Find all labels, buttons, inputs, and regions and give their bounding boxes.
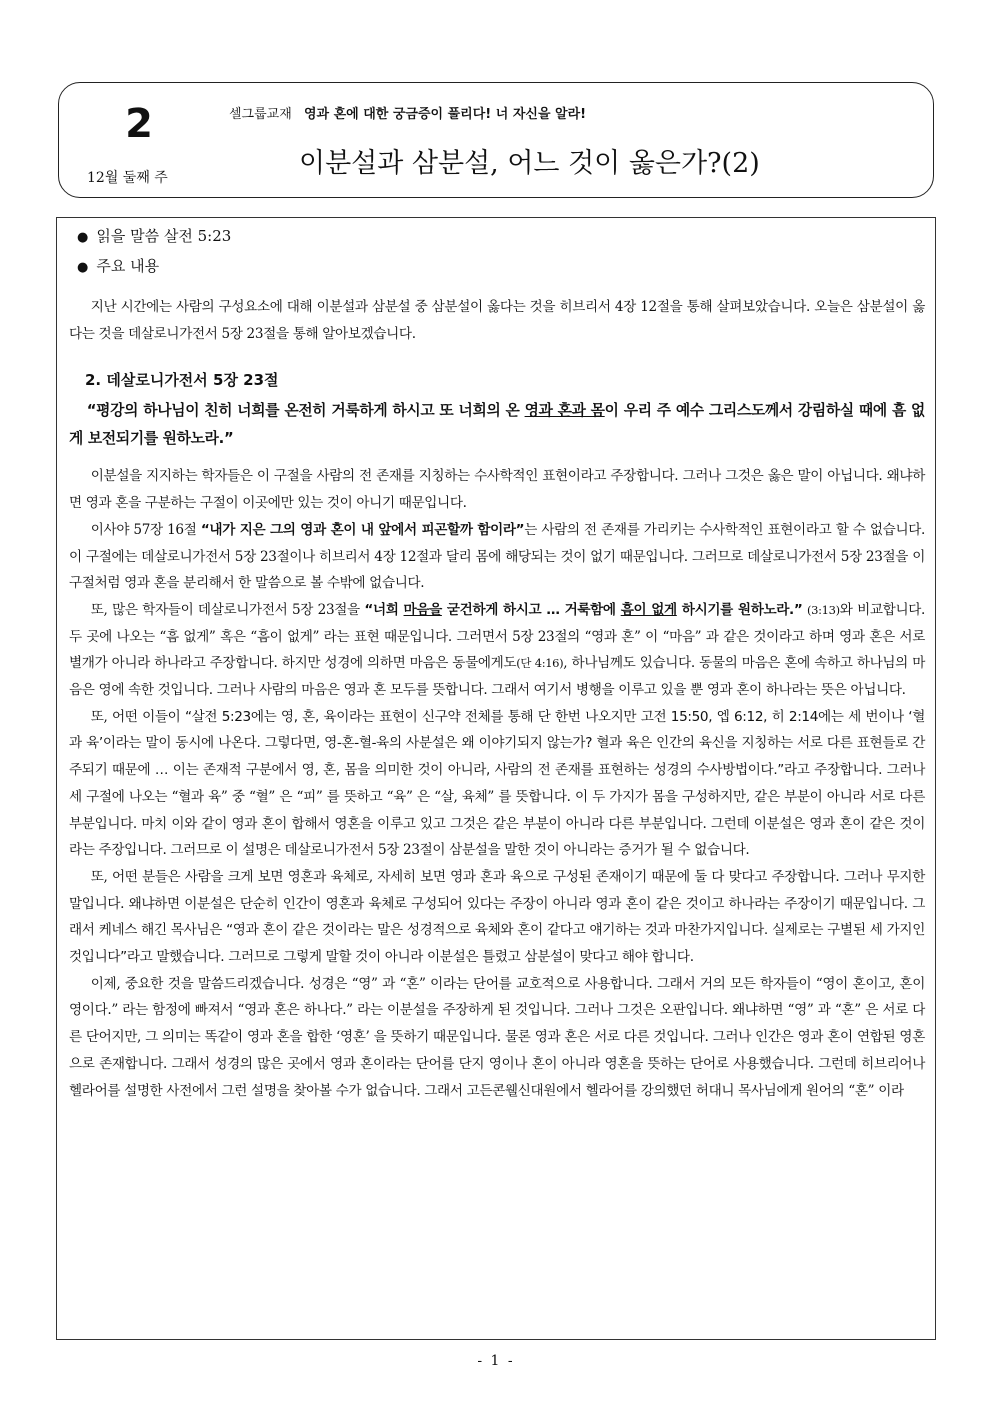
bullet-label: 주요 내용 [96, 257, 160, 275]
bullet-main-content [69, 252, 925, 282]
quoted-claim: “살전 5:23에는 영, 혼, 육이라는 표현이 신구약 전체를 통해 단 한번 나오지만 고전 15:50, 엡 6:12, 히 2:14에는 세 번이나 ‘혈과 육’이라는 말이 동시에 나온다. 그렇다면, 영-혼-혈-육의 사분설은 왜 이야기되지 않는가? 혈과 육은 인간의 육신을 지칭하는 서로 다른 표현들로 간주되기 때문에 … 이는 존재적 구분에서 영, 혼, 몸을 의미한 것이 아니라, 사람의 전 존재를 표현하는 성경의 수사방법이다.” [69, 708, 925, 779]
intro-paragraph: 지난 시간에는 사람의 구성요소에 대해 이분설과 삼분설 중 삼분설이 옳다는 것을 히브리서 4장 12절을 통해 살펴보았습니다. 오늘은 삼분설이 옳다는 것을 데살로니가전서 5장 23절을 통해 알아보겠습니다. [69, 299, 925, 342]
quote-underlined: 영과 혼과 몸 [524, 402, 605, 420]
paragraph-text: 또, 많은 학자들이 데살로니가전서 5장 23절을 [90, 601, 365, 618]
series-line [229, 103, 586, 122]
paragraph-text: 와 비교합니다. 두 곳에 나오는 “흠 없게” 혹은 “흠이 없게” 라는 표현 때문입니다. 그러면서 5장 23절의 “영과 혼” 이 “마음” 과 같은 것이라고 하며 영과 혼은 서로 별개가 아니라 하나라고 주장합니다. 하지만 성경에 의하면 마음은 동물에게도 [69, 601, 925, 672]
quoted-verse-underlined: 흠이 없게 [620, 601, 677, 618]
paragraph-text: 라고 말했습니다. 그러므로 그렇게 말할 것이 아니라 이분설은 틀렸고 삼분설이 맞다고 해야 합니다. [126, 949, 694, 966]
body-paragraph [69, 517, 925, 597]
page-title: 이분설과 삼분설, 어느 것이 옳은가?(2) [299, 148, 760, 179]
body-paragraph [69, 597, 925, 704]
scripture-quote [69, 397, 925, 453]
paragraph-text: , 하나님께도 있습니다. 동물의 마음은 혼에 속하고 하나님의 마음은 영에 속한 것입니다. 그러나 사람의 마음은 영과 혼 모두를 뜻합니다. 그래서 여기서 병행을 이루고 있을 뿐 영과 혼이 하나라는 뜻은 아닙니다. [69, 655, 926, 699]
lesson-header [58, 82, 934, 198]
body-paragraph [69, 864, 925, 971]
paragraph-text: 이사야 57장 16절 [90, 521, 201, 538]
bullet-label: 읽을 말씀 [96, 227, 160, 245]
quoted-verse: “내가 지은 그의 영과 혼이 내 앞에서 피곤할까 함이라” [200, 521, 525, 538]
bullet-reading [69, 222, 925, 252]
series-subtitle: 영과 혼에 대한 궁금증이 풀리다! 너 자신을 알라! [303, 107, 587, 122]
bullet-dot-icon: ● [77, 260, 89, 275]
quote-text: “평강의 하나님이 친히 너희를 온전히 거룩하게 하시고 또 너희의 온 [86, 402, 525, 420]
section-heading: 2. 데살로니가전서 5장 23절 [85, 371, 279, 390]
series-label: 셀그룹교재 [229, 107, 292, 122]
lesson-number: 2 [125, 101, 153, 147]
paragraph-text: 또, 어떤 이들이 [90, 708, 185, 725]
verse-reference: (3:13) [807, 602, 840, 617]
bullet-dot-icon: ● [77, 230, 89, 245]
quoted-verse: 하시기를 원하노라.” [676, 601, 803, 618]
quoted-verse: 굳건하게 하시고 … 거룩함에 [441, 601, 621, 618]
page-number: - 1 - [477, 1353, 515, 1369]
verse-reference: (단 4:16) [516, 656, 564, 671]
lesson-week: 12월 둘째 주 [87, 170, 168, 186]
body-paragraph: 이분설을 지지하는 학자들은 이 구절을 사람의 전 존재를 지칭하는 수사학적인 표현이라고 주장합니다. 그러나 그것은 옳은 말이 아닙니다. 왜냐하면 영과 혼을 구분하는 구절이 이곳에만 있는 것이 아니기 때문입니다. [69, 468, 925, 512]
content-box [56, 217, 936, 1340]
quoted-verse: “너희 [364, 601, 404, 618]
body-paragraph [69, 704, 925, 864]
paragraph-text: 라고 주장합니다. 그러나 세 구절에 나오는 “혈과 육” 중 “혈” 은 “피” 를 뜻하고 “육” 은 “살, 육체” 를 뜻합니다. 이 두 가지가 몸을 구성하지만, 같은 부분이 아니라 서로 다른 부분입니다. 마치 이와 같이 영과 혼이 합해서 영혼을 이루고 있고 그것은 같은 부분이 아니라 다른 부분입니다. 그런데 이분설은 영과 혼이 같은 것이라는 주장입니다. 그러므로 이 설명은 데살로니가전서 5장 23절이 삼분설을 말한 것이 아니라는 증거가 될 수 없습니다. [69, 762, 925, 859]
paragraph-text: 또, 어떤 분들은 사람을 크게 보면 영혼과 육체로, 자세히 보면 영과 혼과 육으로 구성된 존재이기 때문에 둘 다 맞다고 주장합니다. 그러나 무지한 말입니다. 왜냐하면 이분설은 단순히 인간이 영혼과 육체로 구성되어 있다는 주장이 아니라 영과 혼이 같은 것이고 하나라는 주장이기 때문입니다. 그래서 케네스 해긴 목사님은 [69, 868, 925, 939]
quoted-verse-underlined: 마음을 [403, 601, 442, 618]
bullet-value: 살전 5:23 [163, 227, 232, 245]
paragraph-text: 는 사람의 전 존재를 가리키는 수사학적인 표현이라고 할 수 없습니다. 이 구절에는 데살로니가전서 5장 23절이나 히브리서 4장 12절과 달리 몸에 해당되는 것이 없기 때문입니다. 그러므로 데살로니가전서 5장 23절을 이 구절처럼 영과 혼을 분리해서 한 말씀으로 볼 수밖에 없습니다. [69, 521, 926, 592]
quoted-claim: “영과 혼이 같은 것이라는 말은 성경적으로 육체와 혼이 같다고 얘기하는 것과 마찬가지입니다. 실제로는 구별된 세 가지인 것입니다” [69, 922, 925, 966]
body-paragraph: 이제, 중요한 것을 말씀드리겠습니다. 성경은 “영” 과 “혼” 이라는 단어를 교호적으로 사용합니다. 그래서 거의 모든 학자들이 “영이 혼이고, 혼이 영이다.” 라는 함정에 빠져서 “영과 혼은 하나다.” 라는 이분설을 주장하게 된 것입니다. 그러나 그것은 오판입니다. 왜냐하면 “영” 과 “혼” 은 서로 다른 단어지만, 그 의미는 똑같이 영과 혼을 합한 ‘영혼’ 을 뜻하기 때문입니다. 물론 영과 혼은 서로 다른 것입니다. 그러나 인간은 영과 혼이 연합된 영혼으로 존재합니다. 그래서 성경의 많은 곳에서 영과 혼이라는 단어를 단지 영이나 혼이 아니라 영혼을 뜻하는 단어로 사용했습니다. 그런데 히브리어나 헬라어를 설명한 사전에서 그런 설명을 찾아볼 수가 없습니다. 그래서 고든콘웰신대원에서 헬라어를 강의했던 허대니 목사님에게 원어의 “혼” 이라 [69, 975, 925, 1099]
quote-text: 이 우리 주 예수 그리스도께서 강림하실 때에 흠 없게 보전되기를 원하노라.” [69, 402, 925, 448]
